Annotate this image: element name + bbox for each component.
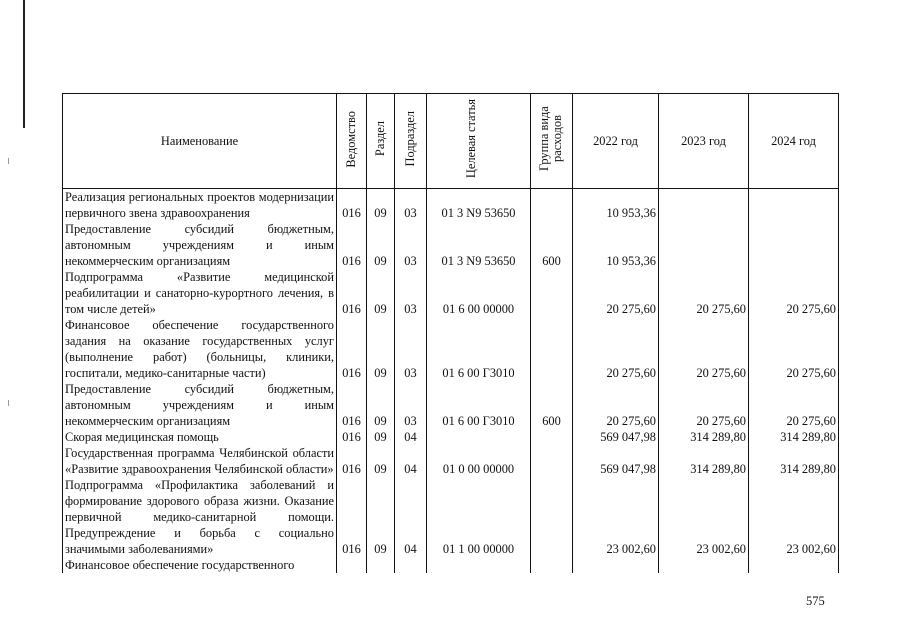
cell-vedomstvo: 016 (337, 429, 367, 445)
cell-gruppa-rashodov (531, 557, 573, 573)
cell-2023: 20 275,60 (659, 381, 749, 429)
cell-razdel: 09 (367, 269, 395, 317)
cell-name: Предоставление субсидий бюджетным, автономным учреждениям и иным некоммерческим организациям (63, 221, 337, 269)
header-celevaya-statya: Целевая статья (427, 94, 531, 189)
document-page (62, 93, 838, 573)
cell-2023: 314 289,80 (659, 445, 749, 477)
cell-2024: 314 289,80 (749, 445, 839, 477)
cell-2024: 20 275,60 (749, 269, 839, 317)
cell-2023: 20 275,60 (659, 269, 749, 317)
scan-mark (8, 400, 9, 406)
cell-2022: 569 047,98 (573, 429, 659, 445)
header-podrazdel: Подраздел (395, 94, 427, 189)
cell-podrazdel: 03 (395, 317, 427, 381)
cell-podrazdel: 04 (395, 429, 427, 445)
cell-podrazdel: 03 (395, 269, 427, 317)
cell-2023: 314 289,80 (659, 429, 749, 445)
cell-celevaya-statya (427, 429, 531, 445)
cell-2024 (749, 189, 839, 222)
cell-vedomstvo: 016 (337, 477, 367, 557)
cell-celevaya-statya (427, 557, 531, 573)
cell-2022: 569 047,98 (573, 445, 659, 477)
cell-2023 (659, 189, 749, 222)
cell-name: Финансовое обеспечение государственного задания на оказание государственных услуг (выполнение работ) (больницы, клиники, госпитали, медико-санитарные части) (63, 317, 337, 381)
cell-2024 (749, 557, 839, 573)
budget-table (62, 93, 839, 573)
cell-podrazdel (395, 557, 427, 573)
cell-gruppa-rashodov (531, 317, 573, 381)
cell-razdel: 09 (367, 189, 395, 222)
cell-celevaya-statya: 01 1 00 00000 (427, 477, 531, 557)
cell-razdel: 09 (367, 477, 395, 557)
header-razdel: Раздел (367, 94, 395, 189)
cell-celevaya-statya: 01 0 00 00000 (427, 445, 531, 477)
table-header-row (63, 94, 839, 189)
cell-2024 (749, 221, 839, 269)
table-row (63, 221, 839, 269)
cell-2024: 20 275,60 (749, 381, 839, 429)
cell-name: Подпрограмма «Профилактика заболеваний и формирование здорового образа жизни. Оказание первичной медико-санитарной помощи. Предупреждение и борьба с социально значимыми заболеваниями» (63, 477, 337, 557)
cell-celevaya-statya: 01 6 00 Г3010 (427, 317, 531, 381)
cell-name: Государственная программа Челябинской области «Развитие здравоохранения Челябинской области» (63, 445, 337, 477)
header-2023: 2023 год (659, 94, 749, 189)
cell-razdel: 09 (367, 381, 395, 429)
header-2022: 2022 год (573, 94, 659, 189)
table-row (63, 557, 839, 573)
table-row (63, 477, 839, 557)
scan-mark (8, 158, 9, 164)
cell-2022: 20 275,60 (573, 381, 659, 429)
cell-2023 (659, 221, 749, 269)
cell-razdel: 09 (367, 429, 395, 445)
cell-name: Предоставление субсидий бюджетным, автономным учреждениям и иным некоммерческим организациям (63, 381, 337, 429)
cell-razdel: 09 (367, 221, 395, 269)
cell-2023: 23 002,60 (659, 477, 749, 557)
cell-gruppa-rashodov (531, 429, 573, 445)
cell-vedomstvo: 016 (337, 381, 367, 429)
cell-vedomstvo: 016 (337, 317, 367, 381)
page-number: 575 (806, 594, 825, 608)
cell-gruppa-rashodov: 600 (531, 221, 573, 269)
cell-2022 (573, 557, 659, 573)
cell-2022: 10 953,36 (573, 221, 659, 269)
table-row (63, 429, 839, 445)
cell-gruppa-rashodov: 600 (531, 381, 573, 429)
cell-name: Скорая медицинская помощь (63, 429, 337, 445)
cell-gruppa-rashodov (531, 477, 573, 557)
cell-2022: 20 275,60 (573, 269, 659, 317)
cell-podrazdel: 04 (395, 445, 427, 477)
cell-podrazdel: 03 (395, 221, 427, 269)
cell-vedomstvo: 016 (337, 189, 367, 222)
header-vedomstvo: Ведомство (337, 94, 367, 189)
cell-2023: 20 275,60 (659, 317, 749, 381)
cell-razdel (367, 557, 395, 573)
cell-2024: 23 002,60 (749, 477, 839, 557)
cell-2022: 23 002,60 (573, 477, 659, 557)
cell-podrazdel: 03 (395, 381, 427, 429)
cell-2024: 20 275,60 (749, 317, 839, 381)
header-name: Наименование (63, 94, 337, 189)
cell-vedomstvo: 016 (337, 269, 367, 317)
cell-podrazdel: 03 (395, 189, 427, 222)
cell-gruppa-rashodov (531, 445, 573, 477)
table-row (63, 317, 839, 381)
table-row (63, 269, 839, 317)
cell-podrazdel: 04 (395, 477, 427, 557)
cell-2022: 10 953,36 (573, 189, 659, 222)
cell-2023 (659, 557, 749, 573)
cell-celevaya-statya: 01 6 00 00000 (427, 269, 531, 317)
table-row (63, 189, 839, 222)
cell-gruppa-rashodov (531, 269, 573, 317)
cell-2024: 314 289,80 (749, 429, 839, 445)
cell-razdel: 09 (367, 317, 395, 381)
scan-margin-line (23, 0, 25, 128)
cell-name: Подпрограмма «Развитие медицинской реабилитации и санаторно-курортного лечения, в том числе детей» (63, 269, 337, 317)
cell-celevaya-statya: 01 3 N9 53650 (427, 221, 531, 269)
cell-vedomstvo (337, 557, 367, 573)
cell-2022: 20 275,60 (573, 317, 659, 381)
table-row (63, 381, 839, 429)
header-2024: 2024 год (749, 94, 839, 189)
cell-gruppa-rashodov (531, 189, 573, 222)
cell-celevaya-statya: 01 3 N9 53650 (427, 189, 531, 222)
table-row (63, 445, 839, 477)
header-gruppa-rashodov: Группа вида расходов (531, 94, 573, 189)
cell-name: Финансовое обеспечение государственного (63, 557, 337, 573)
cell-celevaya-statya: 01 6 00 Г3010 (427, 381, 531, 429)
cell-name: Реализация региональных проектов модернизации первичного звена здравоохранения (63, 189, 337, 222)
cell-vedomstvo: 016 (337, 445, 367, 477)
cell-vedomstvo: 016 (337, 221, 367, 269)
cell-razdel: 09 (367, 445, 395, 477)
